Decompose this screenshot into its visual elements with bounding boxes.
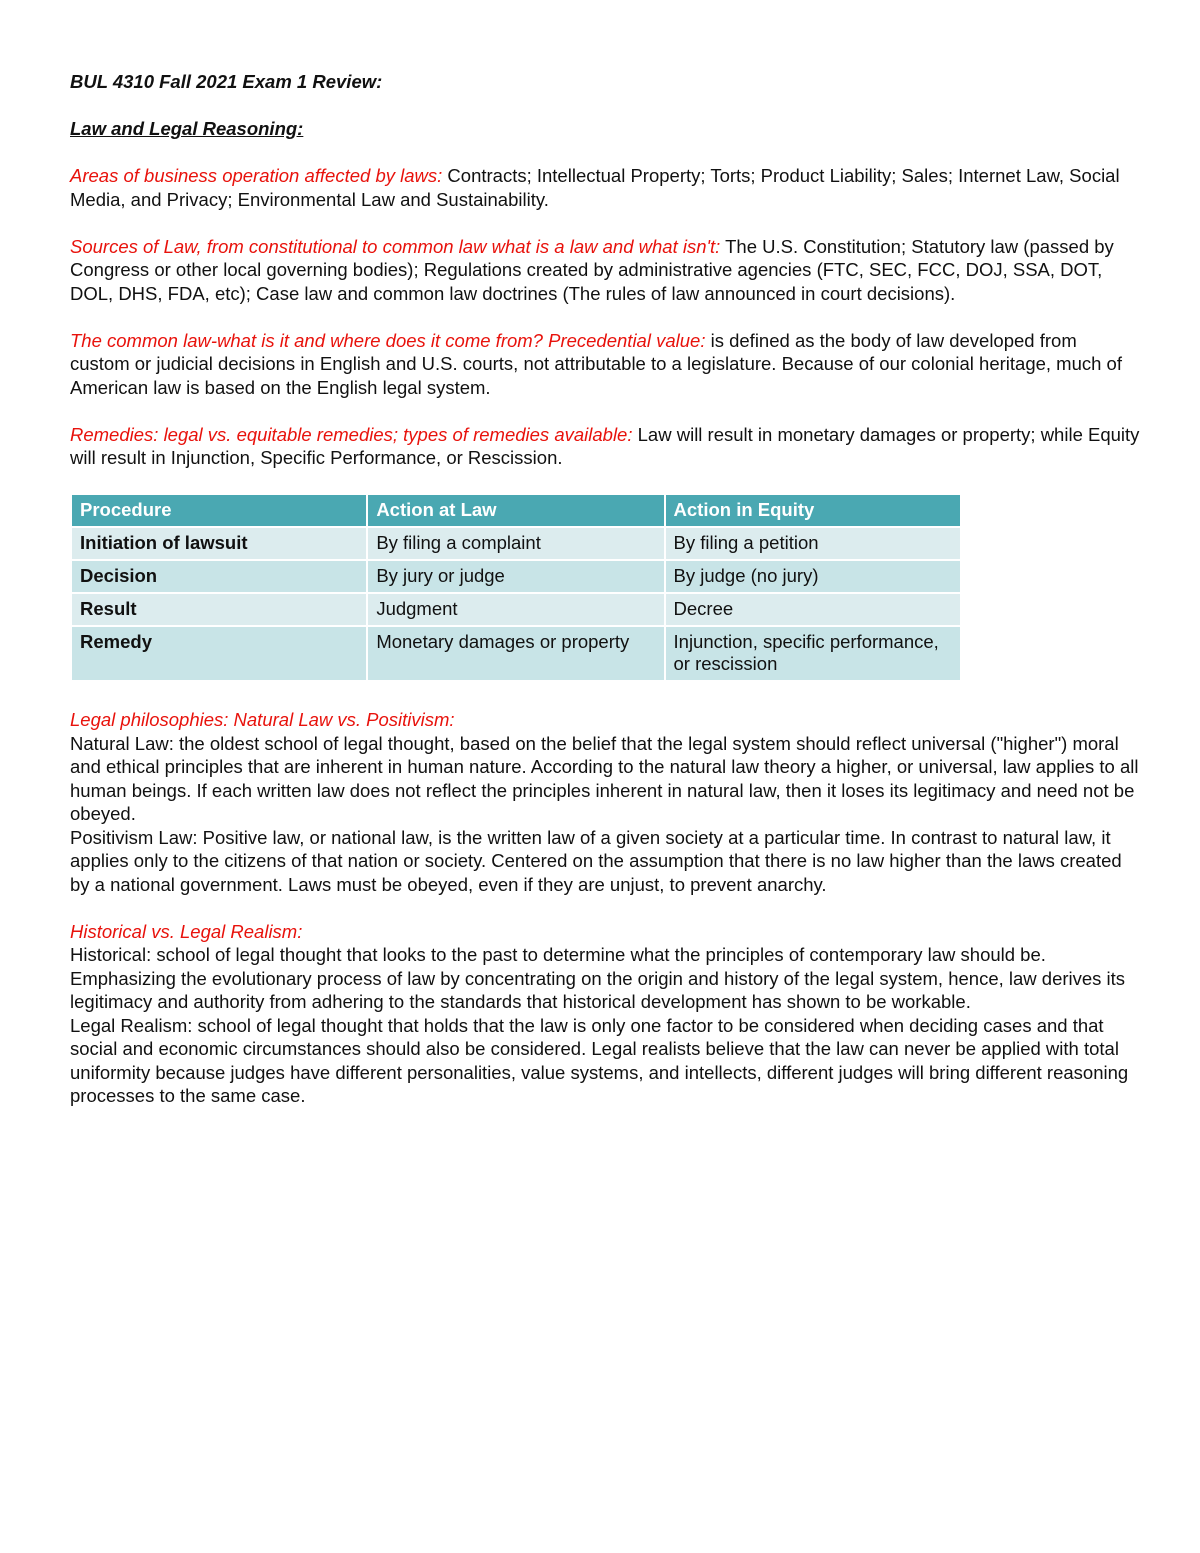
table-cell: Judgment bbox=[367, 593, 664, 626]
legal-realism-paragraph: Legal Realism: school of legal thought that holds that the law is only one factor to be considered when deciding cases and that social and economic circumstances should also be considered. Legal realists believe that the law can never be applied with total uniformity because judges have different personalities, value systems, and intellects, different judges will bring different reasoning processes to the same case. bbox=[70, 1014, 1129, 1106]
remedies-text: Law will result in monetary damages or property; while Equity will result in Injunction, Specific Performance, or Rescission. bbox=[70, 423, 1140, 468]
table-row bbox=[71, 626, 961, 681]
sources-text: The U.S. Constitution; Statutory law (passed by Congress or other local governing bodies); Regulations created by administrative agencies (FTC, SEC, FCC, DOJ, SSA, DOT, DOL, DHS, FDA, etc); Case law and common law doctrines (The rules of law announced in court decisions). bbox=[70, 235, 1114, 304]
table-cell: By filing a complaint bbox=[367, 527, 664, 560]
document-title: BUL 4310 Fall 2021 Exam 1 Review: bbox=[70, 71, 383, 92]
remedies-label: Remedies: legal vs. equitable remedies; types of remedies available: bbox=[70, 423, 633, 445]
table-row-header: Remedy bbox=[71, 626, 367, 681]
realism-label: Historical vs. Legal Realism: bbox=[70, 920, 303, 942]
sources-label: Sources of Law, from constitutional to common law what is a law and what isn't: bbox=[70, 235, 721, 257]
areas-text: Contracts; Intellectual Property; Torts; Product Liability; Sales; Internet Law, Social Media, and Privacy; Environmental Law and Sustainability. bbox=[70, 165, 1120, 210]
table-row-header: Initiation of lawsuit bbox=[71, 527, 367, 560]
positivism-paragraph: Positivism Law: Positive law, or national law, is the written law of a given society at a particular time. In contrast to natural law, it applies only to the citizens of that nation or society. Centered on the assumption that there is no law higher than the laws created by a national government. Laws must be obeyed, even if they are unjust, to prevent anarchy. bbox=[70, 826, 1122, 895]
remedies-paragraph bbox=[70, 423, 1140, 470]
table-cell: Injunction, specific performance, or rescission bbox=[665, 626, 961, 681]
sources-paragraph bbox=[70, 235, 1140, 306]
law-equity-table bbox=[70, 493, 962, 682]
historical-paragraph: Historical: school of legal thought that looks to the past to determine what the principles of contemporary law should be. Emphasizing the evolutionary process of law by concentrating on the origin and history of the legal system, hence, law derives its legitimacy and authority from adhering to the standards that historical development has shown to be workable. bbox=[70, 944, 1126, 1012]
table-header-cell: Action in Equity bbox=[665, 494, 961, 527]
table-cell: By filing a petition bbox=[665, 527, 961, 560]
philosophies-label: Legal philosophies: Natural Law vs. Positivism: bbox=[70, 709, 455, 730]
philosophies-section bbox=[70, 708, 1140, 896]
natural-law-paragraph: Natural Law: the oldest school of legal thought, based on the belief that the legal system should reflect universal ("higher") moral and ethical principles that are inherent in human nature. According to the natural law theory a higher, or universal, law applies to all human beings. If each written law does not reflect the principles inherent in natural law, then it loses its legitimacy and need not be obeyed. bbox=[70, 732, 1139, 824]
section-title: Law and Legal Reasoning: bbox=[70, 118, 304, 139]
table-header-cell: Action at Law bbox=[367, 494, 664, 527]
table-row bbox=[71, 593, 961, 626]
table-header-row bbox=[71, 494, 961, 527]
table-row bbox=[71, 560, 961, 593]
common-law-text: is defined as the body of law developed from custom or judicial decisions in English and U.S. courts, not attributable to a legislature. Because of our colonial heritage, much of American law is based on the English legal system. bbox=[70, 329, 1122, 398]
realism-section bbox=[70, 920, 1140, 1108]
table-cell: By judge (no jury) bbox=[665, 560, 961, 593]
table-row bbox=[71, 527, 961, 560]
table-cell: By jury or judge bbox=[367, 560, 664, 593]
table-row-header: Decision bbox=[71, 560, 367, 593]
common-law-label: The common law-what is it and where does it come from? Precedential value: bbox=[70, 329, 706, 351]
table-row-header: Result bbox=[71, 593, 367, 626]
table-header-cell: Procedure bbox=[71, 494, 367, 527]
common-law-paragraph bbox=[70, 329, 1140, 400]
spacer bbox=[70, 896, 1140, 920]
areas-paragraph bbox=[70, 164, 1140, 211]
areas-label: Areas of business operation affected by laws: bbox=[70, 165, 443, 186]
document-page bbox=[70, 70, 1140, 1108]
table-cell: Decree bbox=[665, 593, 961, 626]
table-cell: Monetary damages or property bbox=[367, 626, 664, 681]
